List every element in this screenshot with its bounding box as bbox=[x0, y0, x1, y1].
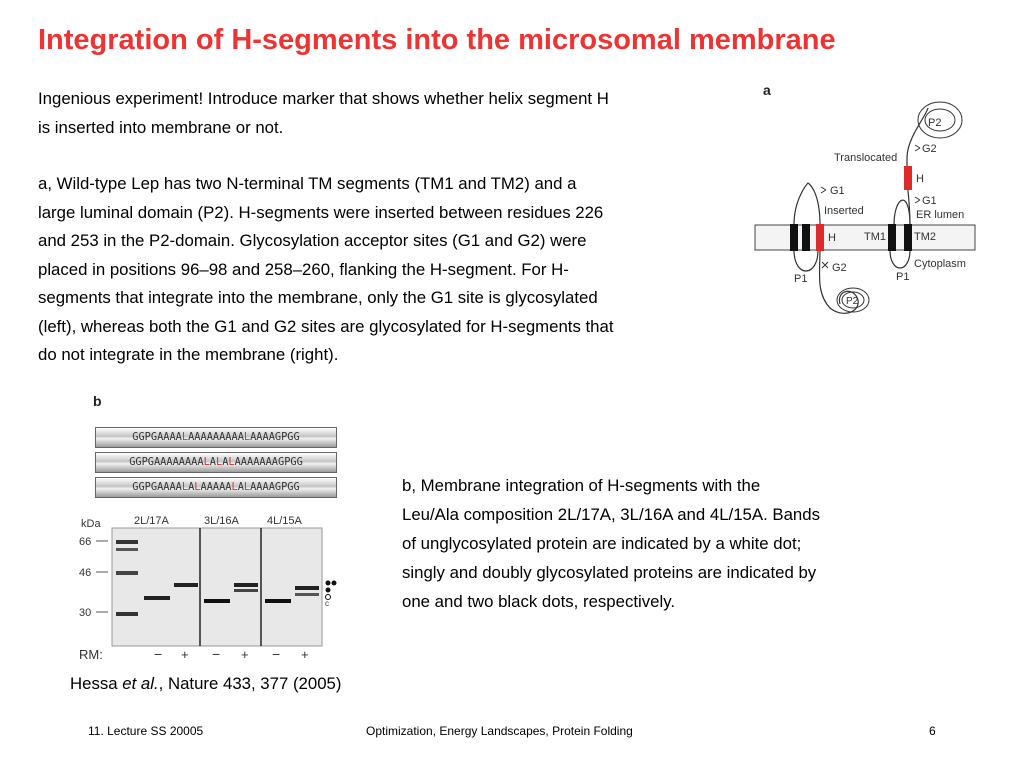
sequence-fragment: GGPGAAAA bbox=[132, 431, 182, 443]
sequence-fragment: A bbox=[237, 481, 244, 493]
cytoplasmic-loop-left bbox=[794, 250, 818, 271]
sequence-fragment: AAAAAAAAA bbox=[188, 431, 244, 443]
citation-etal: et al. bbox=[122, 674, 159, 693]
gel-band bbox=[116, 612, 138, 616]
leucine-residue: L bbox=[231, 481, 238, 493]
marker-30: 30 bbox=[79, 607, 92, 619]
desc-a-line: a, Wild-type Lep has two N-terminal TM segments (TM1 and TM2) and a bbox=[38, 174, 577, 193]
desc-b-line: singly and doubly glycosylated proteins are indicated by bbox=[402, 563, 817, 582]
gel-band bbox=[144, 596, 170, 600]
gel-band bbox=[116, 571, 138, 575]
footer-page-number: 6 bbox=[929, 724, 936, 738]
h-segment-sequence bbox=[95, 477, 337, 498]
desc-b-line: one and two black dots, respectively. bbox=[402, 592, 675, 611]
h-segment-sequence bbox=[95, 452, 337, 473]
gel-background bbox=[112, 528, 322, 646]
rm-sign: − bbox=[272, 646, 281, 662]
leucine-residue: L bbox=[194, 481, 201, 493]
citation bbox=[70, 674, 341, 694]
sequence-fragment: GGPGAAAAAAAA bbox=[129, 456, 204, 468]
sequence-fragment: AAAAGPGG bbox=[250, 431, 300, 443]
label-g2-top: G2 bbox=[922, 143, 937, 155]
g1-site-right-mark bbox=[915, 197, 920, 203]
rm-sign: − bbox=[212, 646, 221, 662]
footer-course-title: Optimization, Energy Landscapes, Protein Folding bbox=[366, 724, 633, 738]
gel-band bbox=[174, 583, 198, 587]
label-er-lumen: ER lumen bbox=[916, 209, 965, 221]
intro-line: is inserted into membrane or not. bbox=[38, 117, 284, 137]
leucine-residue: L bbox=[181, 431, 189, 443]
marker-66: 66 bbox=[79, 536, 92, 548]
footer-lecture: 11. Lecture SS 20005 bbox=[88, 724, 204, 738]
desc-a-line: placed in positions 96–98 and 258–260, flanking the H-segment. For H- bbox=[38, 259, 569, 279]
tm2-helix-left bbox=[802, 224, 810, 251]
luminal-loop-right bbox=[894, 200, 910, 225]
label-g1-right: G1 bbox=[922, 195, 937, 207]
label-tm2: TM2 bbox=[914, 231, 936, 243]
tm1-helix-right bbox=[888, 224, 896, 251]
h-segment-inserted bbox=[816, 224, 824, 251]
lane-group-3l16a: 3L/16A bbox=[204, 515, 239, 527]
desc-b-line: of unglycosylated protein are indicated by a white dot; bbox=[402, 534, 802, 553]
intro-line: Ingenious experiment! Introduce marker that shows whether helix segment H bbox=[38, 89, 609, 108]
desc-a-line: do not integrate in the membrane (right). bbox=[38, 345, 339, 364]
g2-site-left-mark bbox=[822, 262, 828, 268]
label-p2-top: P2 bbox=[928, 117, 942, 129]
tm1-helix-left bbox=[790, 224, 798, 251]
lane-group-2l17a: 2L/17A bbox=[134, 515, 169, 527]
intro-paragraph bbox=[38, 85, 728, 142]
sequence-fragment: A bbox=[209, 456, 216, 468]
gel-band bbox=[295, 593, 319, 596]
tm2-helix-right bbox=[904, 224, 912, 251]
rm-sign: + bbox=[181, 647, 189, 662]
double-glycosylated-dot bbox=[326, 581, 331, 586]
label-h-right: H bbox=[916, 173, 924, 185]
desc-b-line: Leu/Ala composition 2L/17A, 3L/16A and 4L/15A. Bands bbox=[402, 505, 820, 524]
dot-label-c: c bbox=[325, 599, 329, 608]
sequence-fragment: A bbox=[222, 456, 229, 468]
leucine-residue: L bbox=[228, 456, 235, 468]
luminal-loop-left bbox=[794, 183, 820, 225]
leucine-residue: L bbox=[243, 431, 251, 443]
gel-band bbox=[204, 599, 230, 603]
rm-sign: + bbox=[241, 647, 249, 662]
desc-b-line: b, Membrane integration of H-segments with the bbox=[402, 476, 761, 495]
label-h-left: H bbox=[828, 232, 836, 244]
label-p1-left: P1 bbox=[794, 273, 808, 285]
figure-a-description bbox=[38, 170, 728, 370]
sequence-fragment: A bbox=[188, 481, 195, 493]
figure-b-description bbox=[402, 471, 922, 616]
marker-46: 46 bbox=[79, 567, 92, 579]
leucine-residue: L bbox=[216, 456, 223, 468]
rm-sign: − bbox=[154, 646, 163, 662]
g1-site-left-mark bbox=[821, 187, 826, 193]
kda-label: kDa bbox=[81, 518, 101, 530]
single-glycosylated-dot bbox=[326, 588, 331, 593]
cytoplasmic-loop-right bbox=[890, 250, 910, 268]
gel-band bbox=[116, 548, 138, 551]
gel-band bbox=[265, 599, 291, 603]
label-cytoplasm: Cytoplasm bbox=[914, 258, 966, 270]
label-p1-right: P1 bbox=[896, 271, 910, 283]
label-tm1: TM1 bbox=[864, 231, 886, 243]
lane-group-4l15a: 4L/15A bbox=[267, 515, 302, 527]
desc-a-line: and 253 in the P2-domain. Glycosylation acceptor sites (G1 and G2) were bbox=[38, 231, 587, 250]
h-segment-sequence bbox=[95, 427, 337, 448]
desc-a-line: large luminal domain (P2). H-segments were inserted between residues 226 bbox=[38, 202, 604, 222]
gel-band bbox=[295, 586, 319, 590]
leucine-residue: L bbox=[203, 456, 210, 468]
panel-a-label: a bbox=[763, 82, 771, 98]
h-segment-translocated bbox=[904, 166, 912, 190]
g2-site-top-mark bbox=[915, 145, 920, 151]
citation-author: Hessa bbox=[70, 674, 123, 693]
desc-a-line: (left), whereas both the G1 and G2 sites are glycosylated for H-segments that bbox=[38, 316, 614, 336]
panel-b-label: b bbox=[93, 393, 102, 409]
gel-band bbox=[116, 540, 138, 544]
label-g2-left: G2 bbox=[832, 262, 847, 274]
gel-band bbox=[234, 589, 258, 592]
figure-a-topology-diagram bbox=[750, 78, 990, 338]
sequence-fragment: GGPGAAAA bbox=[132, 481, 182, 493]
desc-a-line: segments that integrate into the membrane, only the G1 site is glycosylated bbox=[38, 288, 598, 307]
label-p2-bottom: P2 bbox=[846, 296, 859, 307]
leucine-residue: L bbox=[243, 481, 251, 493]
page-title: Integration of H-segments into the microsomal membrane bbox=[38, 24, 836, 56]
sequence-fragment: AAAAGPGG bbox=[250, 481, 300, 493]
rm-sign: + bbox=[301, 647, 309, 662]
rm-label: RM: bbox=[79, 647, 103, 662]
double-glycosylated-dot bbox=[332, 581, 337, 586]
sequence-fragment: AAAAAAAGPGG bbox=[234, 456, 303, 468]
label-g1-left: G1 bbox=[830, 185, 845, 197]
label-translocated: Translocated bbox=[834, 152, 898, 164]
leucine-residue: L bbox=[181, 481, 189, 493]
gel-band bbox=[234, 583, 258, 587]
citation-journal: , Nature 433, 377 (2005) bbox=[158, 674, 342, 693]
sequence-fragment: AAAAA bbox=[200, 481, 232, 493]
label-inserted: Inserted bbox=[824, 205, 864, 217]
